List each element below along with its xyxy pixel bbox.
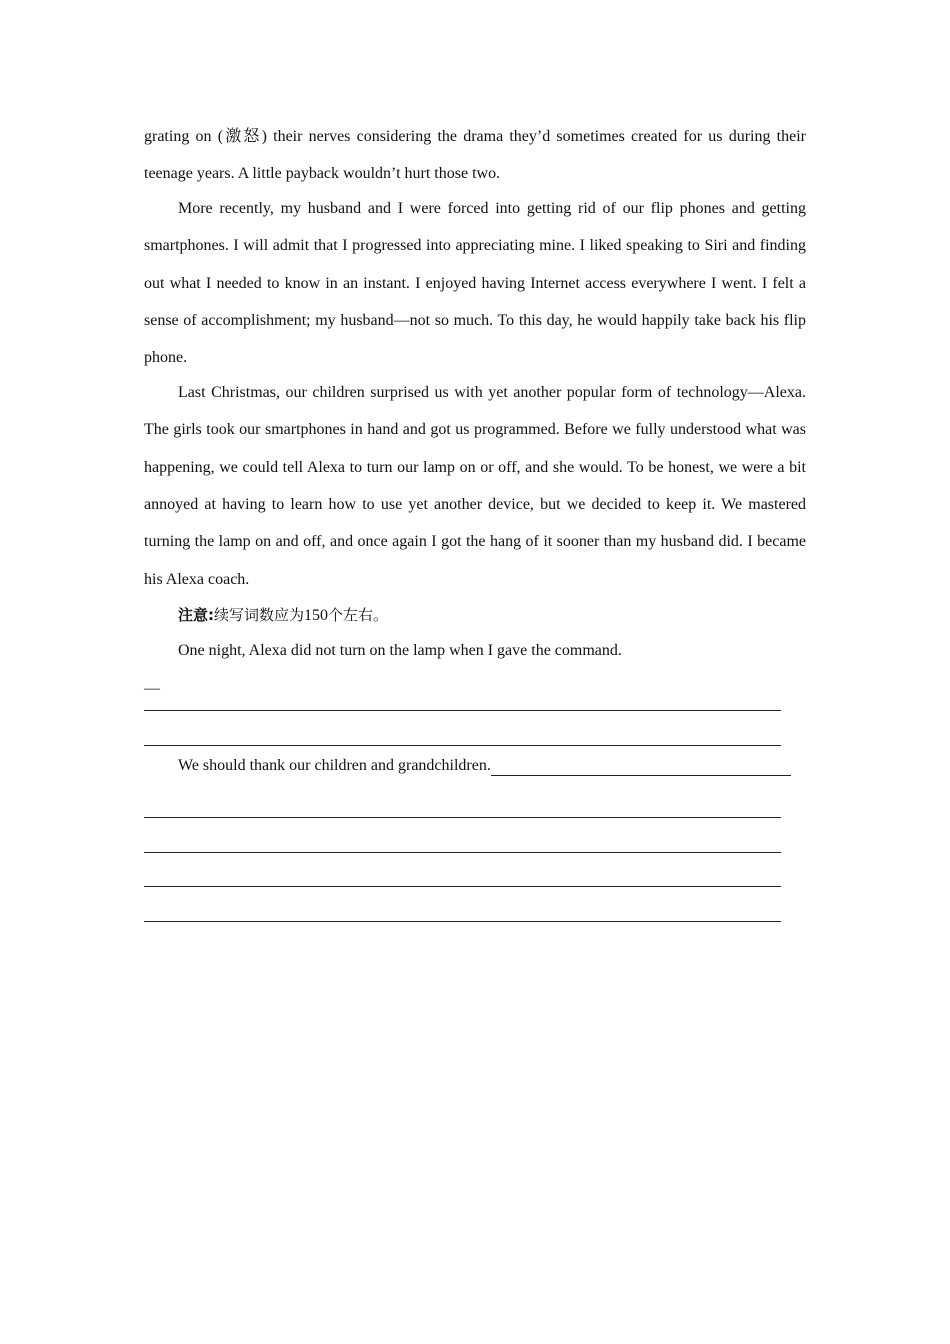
answer-line[interactable] xyxy=(144,887,781,922)
answer-lines-paragraph-1 xyxy=(144,709,806,746)
answer-line[interactable] xyxy=(144,853,781,888)
word-count-note xyxy=(144,598,806,633)
dash-mark: — xyxy=(144,680,160,698)
continuation-paragraph-2-start xyxy=(144,748,806,784)
passage-paragraph-3: Last Christmas, our children surprised us with yet another popular form of technology—Alexa. The girls took our smartphones in hand and got us programmed. Before we fully understood what was happening, we could tell Alexa to turn our lamp on or off, and she would. To be honest, we were a bit annoyed at having to learn how to use yet another device, but we decided to keep it. We mastered turning the lamp on and off, and once again I got the hang of it sooner than my husband did. I became his Alexa coach. xyxy=(144,383,806,588)
note-word-count: 150 xyxy=(304,607,329,625)
answer-line[interactable] xyxy=(144,818,781,853)
note-label: 注意: xyxy=(178,606,214,625)
document-page xyxy=(144,118,806,922)
answer-line[interactable] xyxy=(144,711,781,746)
answer-line[interactable] xyxy=(144,784,781,819)
note-text-after: 个左右。 xyxy=(328,606,389,625)
answer-lines-paragraph-2 xyxy=(144,784,806,922)
passage-paragraph-1: grating on (激怒) their nerves considering the drama they’d sometimes created for us during their teenage years. A little payback wouldn’t hurt those two. xyxy=(144,128,806,183)
paragraph-2-lead-text: We should thank our children and grandchildren. xyxy=(178,756,491,774)
note-text-before: 续写词数应为 xyxy=(214,606,305,625)
answer-line-inline[interactable] xyxy=(491,755,791,776)
passage-paragraph-2: More recently, my husband and I were forced into getting rid of our flip phones and getting smartphones. I will admit that I progressed into appreciating mine. I liked speaking to Siri and finding out what I needed to know in an instant. I enjoyed having Internet access everywhere I went. I felt a sense of accomplishment; my husband—not so much. To this day, he would happily take back his flip phone. xyxy=(144,199,806,367)
continuation-paragraph-1-start: One night, Alexa did not turn on the lamp when I gave the command. xyxy=(178,642,622,660)
